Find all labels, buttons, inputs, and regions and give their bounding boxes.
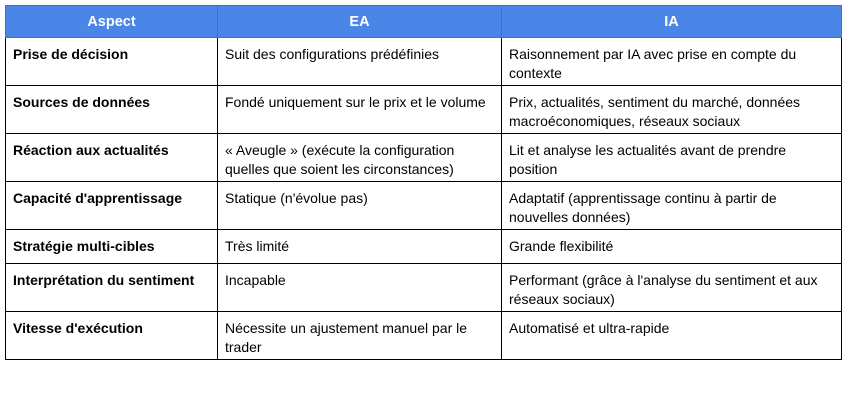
row-ia-cell: Adaptatif (apprentissage continu à partir de nouvelles données): [502, 182, 842, 230]
row-ea-cell: Très limité: [218, 230, 502, 264]
row-aspect-cell: Capacité d'apprentissage: [6, 182, 218, 230]
table-row: [6, 230, 842, 264]
row-ea-cell: Incapable: [218, 264, 502, 312]
row-ia-cell: Performant (grâce à l'analyse du sentiment et aux réseaux sociaux): [502, 264, 842, 312]
row-ia-cell: Automatisé et ultra-rapide: [502, 312, 842, 360]
row-aspect-cell: Stratégie multi-cibles: [6, 230, 218, 264]
table-row: [6, 134, 842, 182]
row-ia-cell: Lit et analyse les actualités avant de prendre position: [502, 134, 842, 182]
row-ea-cell: Nécessite un ajustement manuel par le trader: [218, 312, 502, 360]
table-row: [6, 182, 842, 230]
comparison-table: [5, 5, 842, 360]
row-ia-cell: Prix, actualités, sentiment du marché, données macroéconomiques, réseaux sociaux: [502, 86, 842, 134]
row-ia-cell: Grande flexibilité: [502, 230, 842, 264]
row-ea-cell: Suit des configurations prédéfinies: [218, 38, 502, 86]
row-aspect-cell: Sources de données: [6, 86, 218, 134]
row-aspect-cell: Interprétation du sentiment: [6, 264, 218, 312]
table-row: [6, 86, 842, 134]
header-ia: IA: [502, 6, 842, 38]
row-ea-cell: Fondé uniquement sur le prix et le volume: [218, 86, 502, 134]
row-aspect-cell: Prise de décision: [6, 38, 218, 86]
table-header-row: [6, 6, 842, 38]
row-aspect-cell: Vitesse d'exécution: [6, 312, 218, 360]
table-row: [6, 312, 842, 360]
row-ea-cell: Statique (n'évolue pas): [218, 182, 502, 230]
header-aspect: Aspect: [6, 6, 218, 38]
table-row: [6, 38, 842, 86]
row-ia-cell: Raisonnement par IA avec prise en compte du contexte: [502, 38, 842, 86]
header-ea: EA: [218, 6, 502, 38]
row-aspect-cell: Réaction aux actualités: [6, 134, 218, 182]
row-ea-cell: « Aveugle » (exécute la configuration quelles que soient les circonstances): [218, 134, 502, 182]
table-row: [6, 264, 842, 312]
